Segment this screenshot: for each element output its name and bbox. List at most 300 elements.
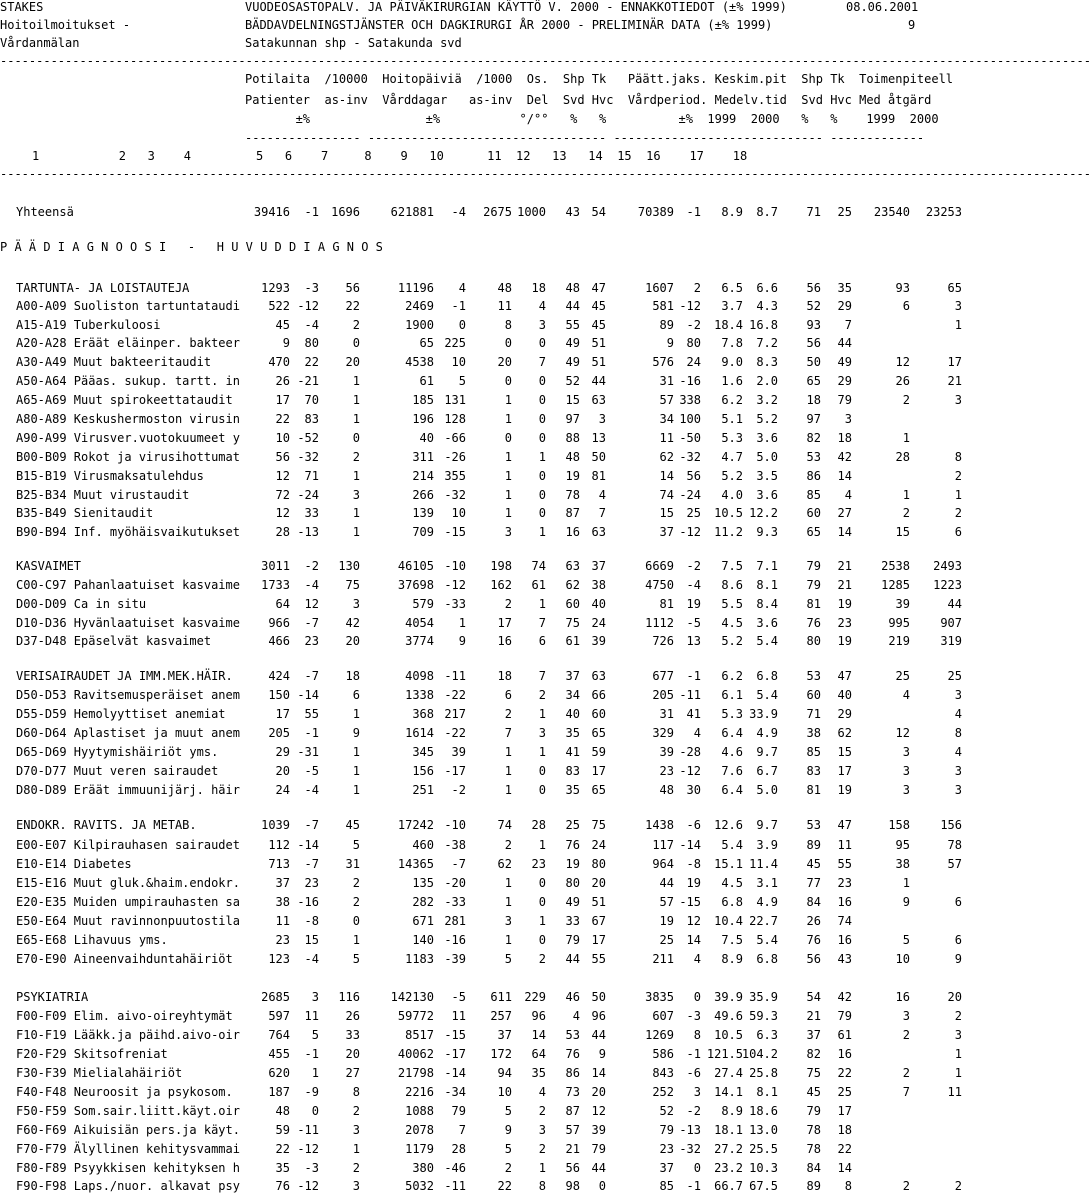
table-cell: 60	[591, 707, 606, 721]
table-cell: 0	[311, 1104, 319, 1118]
table-cell: 9.7	[756, 745, 778, 759]
table-row	[0, 336, 960, 350]
table-cell: 19	[565, 469, 580, 483]
table-cell: 8.6	[721, 578, 743, 592]
table-cell: 53	[565, 1028, 580, 1042]
table-cell: 172	[490, 1047, 512, 1061]
table-cell: 5.0	[756, 450, 778, 464]
table-cell: 75	[806, 1066, 821, 1080]
table-cell: 40	[565, 707, 580, 721]
table-cell: 8.7	[756, 205, 778, 219]
row-label: D60-D64 Aplastiset ja muut anem	[16, 726, 240, 740]
table-cell: 83	[565, 764, 580, 778]
column-header-row-4	[0, 131, 960, 145]
table-cell: 55	[304, 707, 319, 721]
table-cell: 156	[412, 764, 434, 778]
table-cell: 1	[504, 393, 512, 407]
table-cell: 0	[538, 336, 546, 350]
table-cell: 52	[659, 1104, 674, 1118]
table-cell: 0	[352, 914, 360, 928]
table-cell: 81	[806, 597, 821, 611]
table-cell: 71	[806, 707, 821, 721]
table-cell: -2	[686, 559, 701, 573]
table-cell: 20	[345, 634, 360, 648]
table-cell: 17	[591, 933, 606, 947]
table-cell: 15	[837, 745, 852, 759]
table-cell: 57	[659, 393, 674, 407]
table-cell: 424	[268, 669, 290, 683]
table-cell: -1	[304, 205, 319, 219]
column-header-row-3	[0, 112, 960, 126]
table-cell: 51	[591, 336, 606, 350]
table-cell: -4	[451, 205, 466, 219]
table-cell: 65	[947, 281, 962, 295]
table-cell: 42	[837, 450, 852, 464]
table-cell: 15	[895, 525, 910, 539]
table-cell: 11	[275, 914, 290, 928]
table-cell: 8	[844, 1179, 852, 1193]
row-label: ENDOKR. RAVITS. JA METAB.	[16, 818, 197, 832]
table-cell: 11196	[397, 281, 434, 295]
section-heading-row	[0, 240, 960, 254]
table-cell: 3	[504, 914, 512, 928]
table-cell: 86	[565, 1066, 580, 1080]
table-cell: 76	[806, 616, 821, 630]
table-cell: 61	[419, 374, 434, 388]
table-cell: 75	[565, 616, 580, 630]
row-label: C00-C97 Pahanlaatuiset kasvaime	[16, 578, 240, 592]
table-cell: 67	[591, 914, 606, 928]
table-cell: 15	[304, 933, 319, 947]
table-cell: 77	[806, 876, 821, 890]
table-cell: 57	[947, 857, 962, 871]
table-cell: 37	[591, 559, 606, 573]
table-cell: 41	[565, 745, 580, 759]
row-label: D55-D59 Hemolyyttiset anemiat	[16, 707, 226, 721]
table-cell: -1	[304, 726, 319, 740]
table-cell: 121.5	[706, 1047, 743, 1061]
table-cell: 5.4	[756, 634, 778, 648]
table-cell: 6.3	[756, 1028, 778, 1042]
table-row	[0, 876, 960, 890]
table-cell: 3	[902, 764, 910, 778]
table-cell: 14.1	[714, 1085, 743, 1099]
row-label: B00-B09 Rokot ja virusihottumat	[16, 450, 240, 464]
table-cell: 319	[940, 634, 962, 648]
row-label: D80-D89 Eräät immuunijärj. häir	[16, 783, 240, 797]
table-cell: 20	[345, 355, 360, 369]
table-cell: 46105	[397, 559, 434, 573]
table-cell: 1614	[405, 726, 434, 740]
table-cell: 16.8	[749, 318, 778, 332]
table-cell: 39	[895, 597, 910, 611]
table-cell: 22.7	[749, 914, 778, 928]
table-cell: -39	[444, 952, 466, 966]
table-cell: 6669	[645, 559, 674, 573]
row-label: F00-F09 Elim. aivo-oireyhtymät	[16, 1009, 233, 1023]
table-cell: 281	[444, 914, 466, 928]
table-cell: 4098	[405, 669, 434, 683]
table-cell: 63	[591, 393, 606, 407]
table-cell: 56	[345, 281, 360, 295]
table-cell: 25	[837, 1085, 852, 1099]
table-cell: -33	[444, 597, 466, 611]
table-cell: 47	[837, 818, 852, 832]
table-row	[0, 374, 960, 388]
report-title-swedish: BÄDDAVDELNINGSTJÄNSTER OCH DAGKIRURGI ÅR 2000 - PRELIMINÄR DATA (±% 1999)	[245, 18, 773, 32]
row-label: KASVAIMET	[16, 559, 82, 573]
table-cell: 96	[531, 1009, 546, 1023]
table-cell: 1	[504, 783, 512, 797]
table-cell: 49	[565, 895, 580, 909]
table-cell: -11	[444, 1179, 466, 1193]
table-cell: -7	[304, 818, 319, 832]
table-cell: 80	[806, 634, 821, 648]
table-cell: 3	[598, 412, 606, 426]
table-cell: 39.9	[714, 990, 743, 1004]
table-cell: 7.2	[756, 336, 778, 350]
table-cell: 8.3	[756, 355, 778, 369]
table-cell: 6	[538, 634, 546, 648]
table-cell: 71	[806, 205, 821, 219]
table-cell: 80	[565, 876, 580, 890]
table-cell: 98	[565, 1179, 580, 1193]
page-number: 9	[908, 18, 916, 32]
row-label: A00-A09 Suoliston tartuntataudi	[16, 299, 240, 313]
table-cell: 8	[538, 1179, 546, 1193]
table-cell: 3835	[645, 990, 674, 1004]
table-cell: -8	[304, 914, 319, 928]
table-cell: 1039	[261, 818, 290, 832]
table-cell: 4.0	[721, 488, 743, 502]
table-cell: 135	[412, 876, 434, 890]
table-row	[0, 1142, 960, 1156]
table-cell: 2	[538, 952, 546, 966]
table-row	[0, 299, 960, 313]
table-cell: 7.6	[721, 764, 743, 778]
table-row	[0, 952, 960, 966]
table-cell: 0	[538, 876, 546, 890]
table-cell: -2	[451, 783, 466, 797]
table-cell: -13	[679, 1123, 701, 1137]
table-row	[0, 1123, 960, 1137]
table-cell: 6	[954, 933, 962, 947]
report-title: VUODEOSASTOPALV. JA PÄIVÄKIRURGIAN KÄYTTÖ V. 2000 - ENNAKKOTIEDOT (±% 1999)	[245, 0, 787, 14]
table-cell: 1	[538, 1161, 546, 1175]
table-cell: 995	[888, 616, 910, 630]
table-cell: 158	[888, 818, 910, 832]
table-cell: 2	[352, 895, 360, 909]
table-row	[0, 745, 960, 759]
table-cell: 0	[693, 1161, 701, 1175]
table-cell: 5.3	[721, 707, 743, 721]
table-cell: -32	[297, 450, 319, 464]
table-cell: -16	[444, 933, 466, 947]
table-cell: 1	[504, 745, 512, 759]
table-cell: 86	[806, 469, 821, 483]
table-cell: 5	[902, 933, 910, 947]
table-cell: 82	[806, 431, 821, 445]
table-cell: 8	[954, 450, 962, 464]
table-cell: 25	[895, 669, 910, 683]
table-cell: 20	[947, 990, 962, 1004]
table-cell: 30	[686, 783, 701, 797]
table-cell: -11	[297, 1123, 319, 1137]
table-cell: 59	[591, 745, 606, 759]
report-source-label: Hoitoilmoitukset -	[0, 18, 131, 32]
table-cell: 3	[902, 783, 910, 797]
table-cell: 57	[659, 895, 674, 909]
table-cell: 7	[538, 355, 546, 369]
table-cell: 10	[497, 1085, 512, 1099]
table-cell: 16	[895, 990, 910, 1004]
table-cell: 49	[565, 336, 580, 350]
table-cell: 71	[304, 469, 319, 483]
table-cell: 2	[693, 281, 701, 295]
table-cell: 156	[940, 818, 962, 832]
table-row	[0, 783, 960, 797]
table-cell: 28	[275, 525, 290, 539]
table-cell: -10	[444, 818, 466, 832]
table-cell: 19	[659, 914, 674, 928]
table-cell: -15	[444, 525, 466, 539]
table-cell: 3	[954, 764, 962, 778]
table-cell: 2	[538, 1104, 546, 1118]
table-cell: 17	[275, 707, 290, 721]
table-cell: 1	[504, 876, 512, 890]
table-cell: 2	[352, 1161, 360, 1175]
table-cell: 74	[497, 818, 512, 832]
table-cell: 4.9	[756, 726, 778, 740]
table-cell: 9	[504, 1123, 512, 1137]
table-cell: 59.3	[749, 1009, 778, 1023]
table-cell: 51	[591, 355, 606, 369]
table-cell: 2.0	[756, 374, 778, 388]
table-cell: 17	[837, 1104, 852, 1118]
table-cell: 2216	[405, 1085, 434, 1099]
table-cell: 44	[565, 952, 580, 966]
table-cell: -26	[444, 450, 466, 464]
table-cell: 355	[444, 469, 466, 483]
table-cell: 38	[895, 857, 910, 871]
row-label: A65-A69 Muut spirokeettataudit	[16, 393, 233, 407]
table-row	[0, 1066, 960, 1080]
table-cell: 27.4	[714, 1066, 743, 1080]
table-cell: 4	[954, 707, 962, 721]
row-label: B35-B49 Sienitaudit	[16, 506, 154, 520]
table-cell: 49.6	[714, 1009, 743, 1023]
column-number-row	[0, 149, 960, 163]
table-cell: 23	[275, 933, 290, 947]
table-cell: 3.9	[756, 838, 778, 852]
table-cell: 45	[806, 1085, 821, 1099]
table-cell: -20	[444, 876, 466, 890]
table-row	[0, 726, 960, 740]
table-cell: 7	[902, 1085, 910, 1099]
table-cell: 1	[504, 450, 512, 464]
table-cell: 21	[837, 578, 852, 592]
table-cell: 2	[504, 838, 512, 852]
table-cell: 1	[954, 1066, 962, 1080]
table-cell: 31	[659, 707, 674, 721]
table-cell: -1	[686, 1179, 701, 1193]
table-cell: 65	[806, 525, 821, 539]
table-cell: 96	[591, 1009, 606, 1023]
table-cell: 7.8	[721, 336, 743, 350]
table-cell: 198	[490, 559, 512, 573]
row-label: D00-D09 Ca in situ	[16, 597, 147, 611]
table-cell: 8	[504, 318, 512, 332]
table-cell: 10	[451, 506, 466, 520]
table-cell: 23	[837, 616, 852, 630]
table-cell: 29	[275, 745, 290, 759]
table-cell: 11.2	[714, 525, 743, 539]
table-cell: 266	[412, 488, 434, 502]
table-row	[0, 431, 960, 445]
row-label: F90-F98 Laps./nuor. alkavat psy	[16, 1179, 240, 1193]
table-cell: -12	[297, 1142, 319, 1156]
table-cell: 5	[311, 1028, 319, 1042]
table-cell: 1	[352, 745, 360, 759]
table-cell: 10	[451, 355, 466, 369]
table-cell: 130	[338, 559, 360, 573]
table-cell: 0	[538, 895, 546, 909]
row-label: A20-A28 Eräät eläinper. bakteer	[16, 336, 240, 350]
table-cell: 5	[504, 1142, 512, 1156]
row-label: B90-B94 Inf. myöhäisvaikutukset	[16, 525, 240, 539]
table-cell: 64	[531, 1047, 546, 1061]
table-cell: 20	[345, 1047, 360, 1061]
table-cell: -1	[686, 1047, 701, 1061]
row-label: TARTUNTA- JA LOISTAUTEJA	[16, 281, 190, 295]
table-cell: 2685	[261, 990, 290, 1004]
table-cell: 45	[345, 818, 360, 832]
table-cell: 35.9	[749, 990, 778, 1004]
table-cell: 53	[806, 669, 821, 683]
table-cell: 17	[497, 616, 512, 630]
table-cell: 38	[806, 726, 821, 740]
table-cell: 217	[444, 707, 466, 721]
table-cell: 70389	[637, 205, 674, 219]
table-cell: 24	[275, 783, 290, 797]
table-row	[0, 818, 960, 832]
report-source-label-swedish: Vårdanmälan	[0, 36, 80, 50]
table-cell: 85	[659, 1179, 674, 1193]
table-cell: -52	[297, 431, 319, 445]
table-cell: 18	[345, 669, 360, 683]
table-cell: 44	[591, 1161, 606, 1175]
table-cell: 0	[538, 506, 546, 520]
table-cell: 22	[497, 1179, 512, 1193]
table-cell: 2078	[405, 1123, 434, 1137]
table-cell: -7	[304, 857, 319, 871]
table-cell: 26	[345, 1009, 360, 1023]
table-cell: 79	[659, 1123, 674, 1137]
table-cell: 11	[304, 1009, 319, 1023]
table-row	[0, 1161, 960, 1175]
table-cell: 85	[806, 488, 821, 502]
table-cell: 1179	[405, 1142, 434, 1156]
table-cell: 3	[538, 726, 546, 740]
table-cell: 1338	[405, 688, 434, 702]
table-cell: 2	[352, 876, 360, 890]
table-row	[0, 1047, 960, 1061]
table-cell: 66.7	[714, 1179, 743, 1193]
table-cell: 40062	[397, 1047, 434, 1061]
table-cell: 76	[565, 1047, 580, 1061]
table-cell: 5.2	[721, 634, 743, 648]
table-cell: 33.9	[749, 707, 778, 721]
table-cell: 84	[806, 895, 821, 909]
table-cell: 5	[504, 1104, 512, 1118]
table-cell: -14	[297, 688, 319, 702]
table-cell: 23	[659, 764, 674, 778]
table-cell: 11	[497, 299, 512, 313]
row-label: E50-E64 Muut ravinnonpuutostila	[16, 914, 240, 928]
table-cell: 20	[591, 876, 606, 890]
table-cell: 764	[268, 1028, 290, 1042]
table-cell: 35	[565, 783, 580, 797]
table-cell: 4	[902, 688, 910, 702]
table-cell: 3	[352, 1123, 360, 1137]
table-cell: -6	[686, 1066, 701, 1080]
table-cell: 522	[268, 299, 290, 313]
table-cell: 5.2	[721, 469, 743, 483]
table-cell: 39	[659, 745, 674, 759]
table-cell: 34	[659, 412, 674, 426]
table-cell: 1	[352, 933, 360, 947]
table-cell: 579	[412, 597, 434, 611]
table-cell: -31	[297, 745, 319, 759]
table-cell: 0	[538, 488, 546, 502]
table-cell: 112	[268, 838, 290, 852]
table-cell: 74	[837, 914, 852, 928]
table-cell: -34	[444, 1085, 466, 1099]
table-cell: 2	[902, 1028, 910, 1042]
table-cell: 8517	[405, 1028, 434, 1042]
table-cell: 2538	[881, 559, 910, 573]
row-label: D10-D36 Hyvänlaatuiset kasvaime	[16, 616, 240, 630]
table-cell: -50	[679, 431, 701, 445]
table-cell: 19	[837, 597, 852, 611]
table-cell: 1	[538, 707, 546, 721]
table-cell: -4	[304, 783, 319, 797]
table-cell: 3	[902, 745, 910, 759]
table-cell: 21	[837, 559, 852, 573]
table-cell: 16	[837, 933, 852, 947]
table-cell: 2	[902, 1179, 910, 1193]
row-label: F30-F39 Mielialahäiriöt	[16, 1066, 183, 1080]
table-cell: 8.1	[756, 578, 778, 592]
row-label: E00-E07 Kilpirauhasen sairaudet	[16, 838, 240, 852]
column-header-text: ---------------- --------------------------------- ----------------------------- -------------	[245, 131, 925, 145]
table-cell: 2	[902, 1066, 910, 1080]
table-cell: 455	[268, 1047, 290, 1061]
table-cell: 38	[591, 578, 606, 592]
table-cell: 2675	[483, 205, 512, 219]
table-row	[0, 1104, 960, 1118]
row-label: A80-A89 Keskushermoston virusin	[16, 412, 240, 426]
table-cell: 84	[806, 1161, 821, 1175]
table-cell: 2	[352, 450, 360, 464]
table-cell: 33	[304, 506, 319, 520]
table-row	[0, 318, 960, 332]
table-cell: 89	[659, 318, 674, 332]
row-label: A15-A19 Tuberkuloosi	[16, 318, 161, 332]
table-cell: 19	[837, 634, 852, 648]
table-cell: 26	[895, 374, 910, 388]
table-cell: 3	[352, 1179, 360, 1193]
